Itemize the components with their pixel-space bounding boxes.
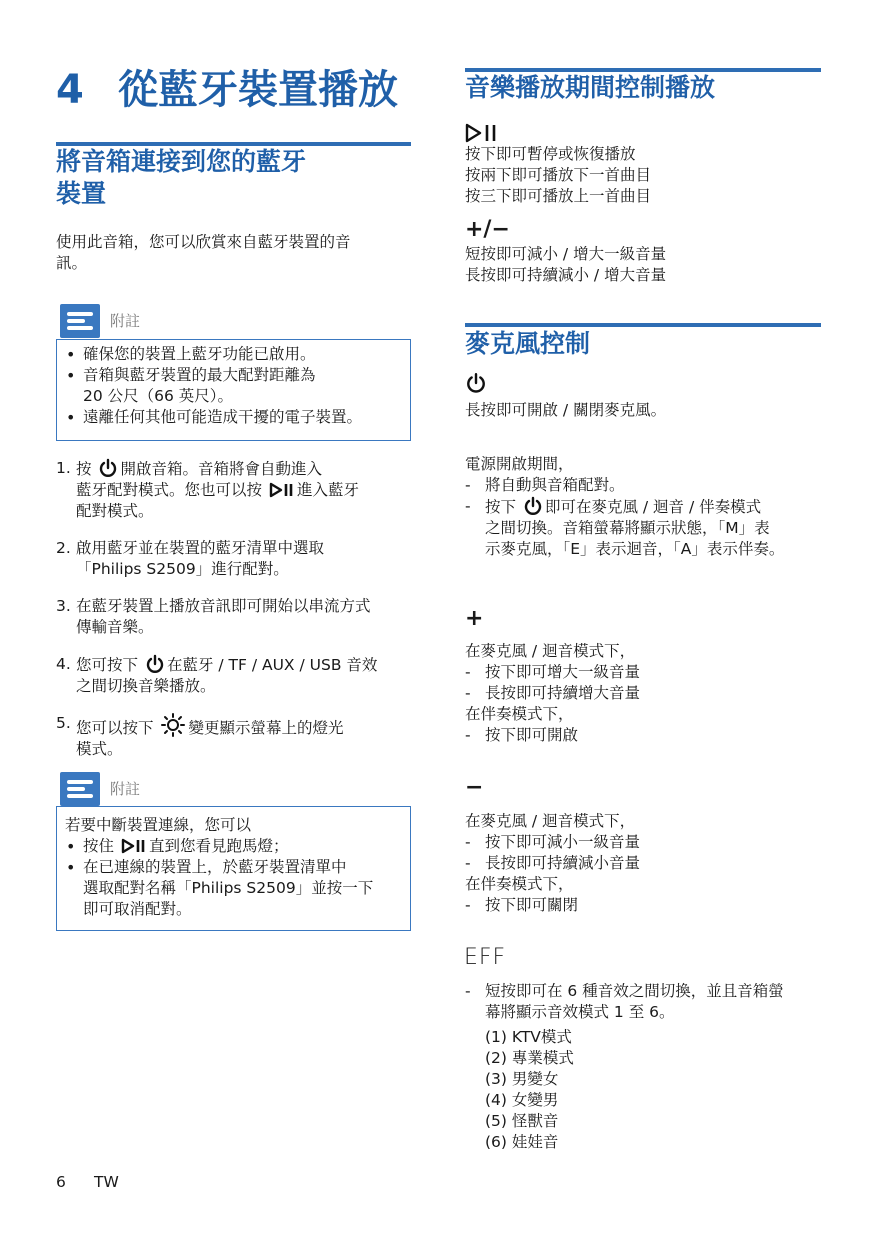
list-item: - 長按即可持續減小音量 [465, 853, 640, 874]
power-on-block: 電源開啟期間， - 將自動與音箱配對。 - 按下 即可在麥克風 / 迴音 / 伴奏模式 之間切換。音箱螢幕將顯示狀態，「M」表 示麥克風，「E」表示迴音，「A」表示伴奏。 [465, 454, 784, 560]
chapter-title [56, 64, 398, 116]
list-item: - 將自動與音箱配對。 [465, 475, 784, 496]
note-icon [60, 772, 100, 806]
section-title: 將音箱連接到您的藍牙 裝置 [56, 147, 307, 208]
volume-description: 短按即可減小 / 增大一級音量 長按即可持續減小 / 增大音量 [465, 245, 667, 284]
list-item: • 確保您的裝置上藍牙功能已啟用。 [65, 344, 402, 365]
list-item: (3) 男變女 [485, 1070, 559, 1088]
step-2: 2. 啟用藍牙並在裝置的藍牙清單中選取 「Philips S2509」進行配對。 [56, 539, 325, 578]
plus-description: 在麥克風 / 迴音模式下， - 按下即可增大一級音量 - 長按即可持續增大音量 在伴奏模式下， - 按下即可開啟 [465, 641, 640, 746]
list-item: - 短按即可在 6 種音效之間切換，並且音箱螢 幕將顯示音效模式 1 至 6。 [465, 981, 784, 1023]
list-item: (6) 娃娃音 [485, 1133, 559, 1151]
list-item: - 按下 即可在麥克風 / 迴音 / 伴奏模式 之間切換。音箱螢幕將顯示狀態，「M」表 示麥克風，「E」表示迴音，「A」表示伴奏。 [465, 496, 784, 560]
plus-icon: + [465, 606, 484, 631]
list-item: - 按下即可增大一級音量 [465, 662, 640, 683]
step-1: 1. 按 開啟音箱。音箱將會自動進入 藍牙配對模式。您也可以按 進入藍牙 配對模式。 [56, 459, 359, 520]
note-box [56, 339, 411, 441]
list-item: (1) KTV模式 [485, 1028, 572, 1046]
list-item: (5) 怪獸音 [485, 1112, 559, 1130]
mic-power-line: 長按即可開啟 / 關閉麥克風。 [465, 401, 667, 419]
note-header [60, 304, 140, 338]
step-5: 5. 您可以按下 變更顯示螢幕上的燈光 模式。 [56, 714, 344, 758]
play-pause-icon [269, 481, 295, 499]
step-3: 3. 在藍牙裝置上播放音訊即可開始以串流方式 傳輸音樂。 [56, 597, 371, 636]
step-4: 4. 您可按下 在藍牙 / TF / AUX / USB 音效 之間切換音樂播放。 [56, 655, 378, 695]
volume-icon: +/− [465, 217, 510, 242]
eff-description [465, 981, 784, 1153]
minus-icon: − [465, 775, 484, 800]
steps-list [56, 458, 416, 776]
power-icon [523, 496, 543, 516]
power-icon [465, 372, 487, 394]
eff-mode-list [465, 1027, 784, 1153]
play-pause-icon [121, 837, 147, 855]
chapter-title-text: 從藍牙裝置播放 [118, 67, 398, 113]
light-icon [160, 713, 186, 737]
power-icon [145, 654, 165, 674]
list-item: - 按下即可開啟 [465, 725, 640, 746]
note-header [60, 772, 140, 806]
chapter-number: 4 [56, 67, 84, 113]
list-item: • 遠離任何其他可能造成干擾的電子裝置。 [65, 407, 402, 428]
playback-title: 音樂播放期間控制播放 [465, 73, 716, 102]
page-number: 6 [56, 1173, 66, 1191]
list-item: - 長按即可持續增大音量 [465, 683, 640, 704]
mic-title: 麥克風控制 [465, 329, 591, 358]
intro-paragraph: 使用此音箱，您可以欣賞來自藍牙裝置的音 訊。 [56, 233, 351, 272]
list-item: (2) 專業模式 [485, 1049, 574, 1067]
minus-description: 在麥克風 / 迴音模式下， - 按下即可減小一級音量 - 長按即可持續減小音量 在伴奏模式下， - 按下即可關閉 [465, 811, 640, 916]
language-code: TW [94, 1173, 119, 1191]
list-item: • 在已連線的裝置上，於藍牙裝置清單中 選取配對名稱「Philips S2509」並按一下 即可取消配對。 [65, 857, 402, 920]
note-icon [60, 304, 100, 338]
list-item: (4) 女變男 [485, 1091, 559, 1109]
play-pause-icon [465, 122, 501, 144]
play-pause-description: 按下即可暫停或恢復播放 按兩下即可播放下一首曲目 按三下即可播放上一首曲目 [465, 145, 652, 205]
section-rule [465, 323, 821, 327]
list-item: • 按住 直到您看見跑馬燈； [65, 836, 402, 857]
list-item: - 按下即可減小一級音量 [465, 832, 640, 853]
note-box: 若要中斷裝置連線，您可以 • 按住 直到您看見跑馬燈； • 在已連線的裝置上，於藍牙裝置清單中 選取配對名稱「Philips S2509」並按一下 即可取消配對。 [56, 806, 411, 931]
note-label: 附註 [110, 779, 141, 798]
list-item: • 音箱與藍牙裝置的最大配對距離為 20 公尺（66 英尺）。 [65, 365, 402, 407]
power-icon [98, 458, 118, 478]
list-item: - 按下即可關閉 [465, 895, 640, 916]
eff-icon: EFF [464, 945, 507, 970]
note-label: 附註 [110, 311, 141, 330]
